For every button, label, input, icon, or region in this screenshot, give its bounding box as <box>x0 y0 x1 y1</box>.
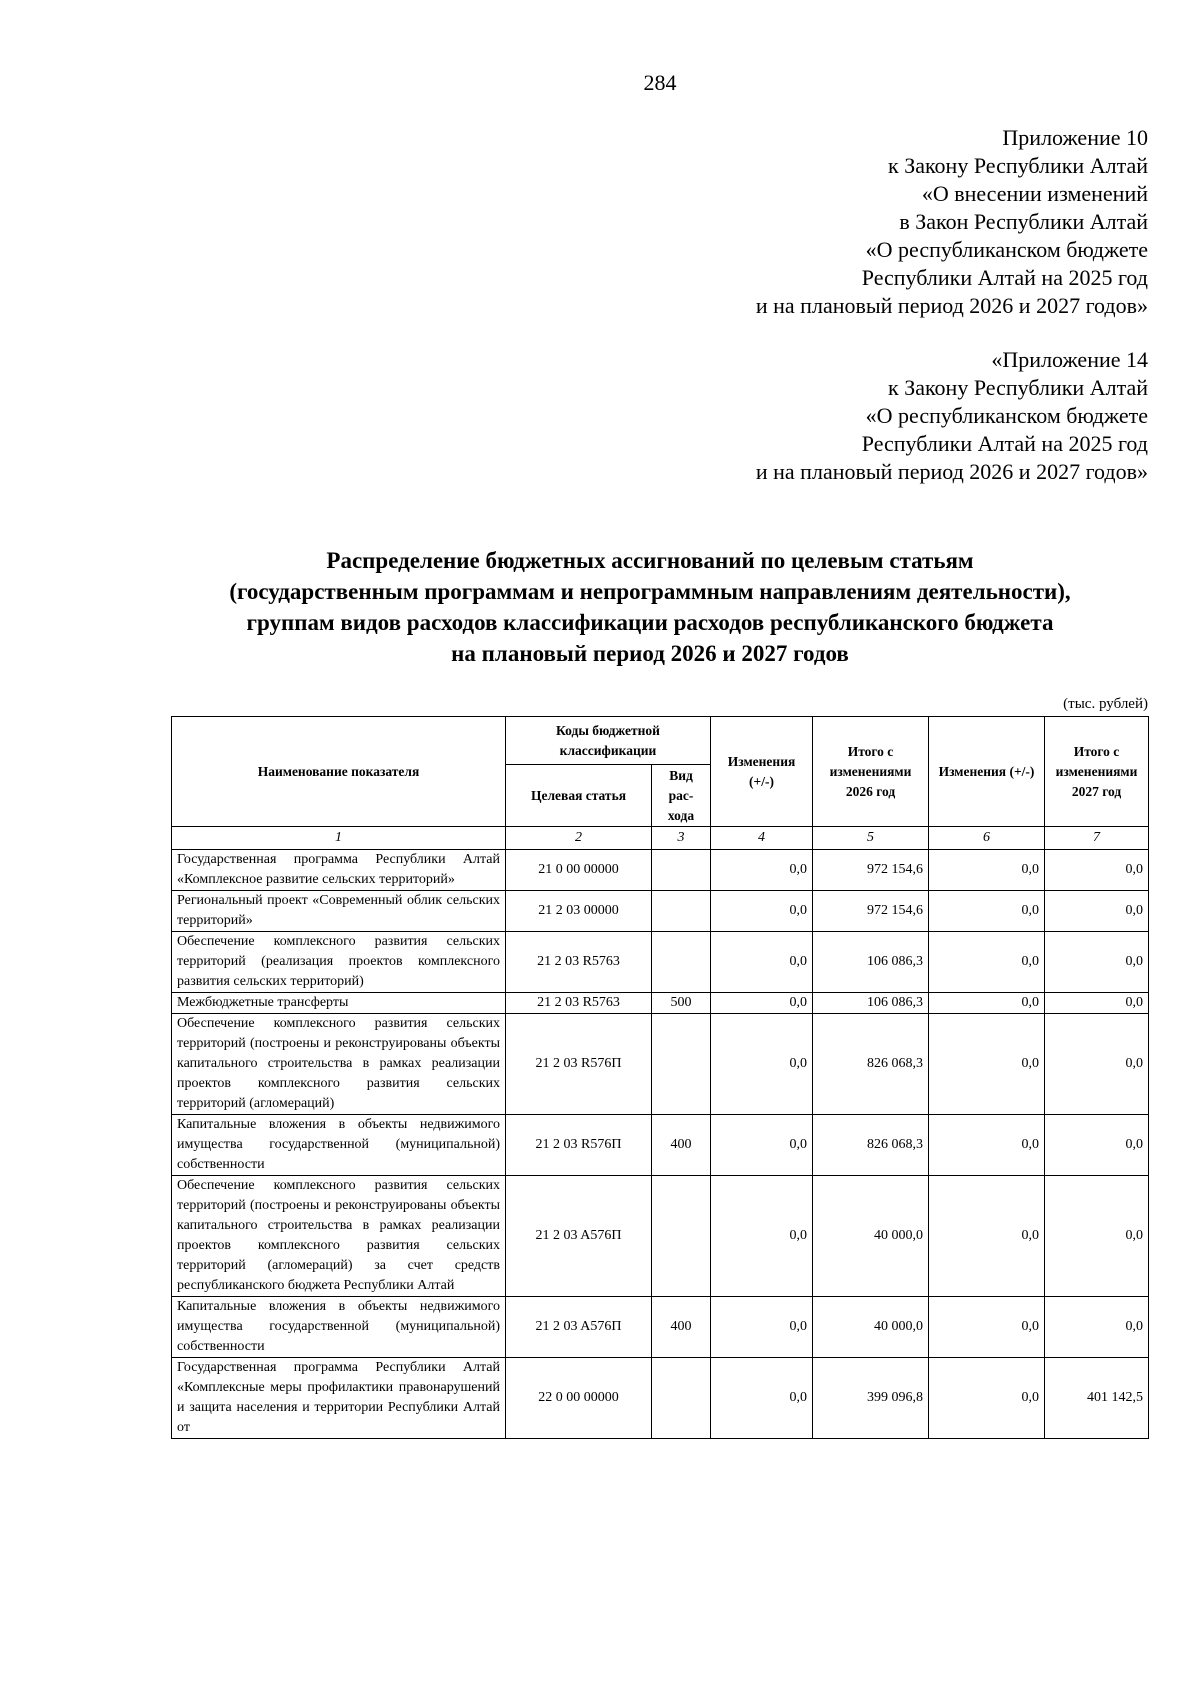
change-2027-cell: 0,0 <box>929 1115 1045 1176</box>
table-row <box>172 993 1149 1014</box>
appendix-line: «О республиканском бюджете <box>865 237 1148 262</box>
column-number: 3 <box>652 827 711 850</box>
title-line: (государственным программам и непрограммным направлениям деятельности), <box>229 579 1071 604</box>
row-name-cell: Обеспечение комплексного развития сельских территорий (реализация проектов комплексного развития сельских территорий) <box>172 932 506 993</box>
change-2027-cell: 0,0 <box>929 1358 1045 1439</box>
header-change-2026: Изменения (+/-) <box>711 717 813 827</box>
expense-type-cell <box>652 932 711 993</box>
title-line: Распределение бюджетных ассигнований по целевым статьям <box>326 548 974 573</box>
appendix-line: «О республиканском бюджете <box>865 403 1148 428</box>
total-2027-cell: 0,0 <box>1045 932 1149 993</box>
appendix-line: к Закону Республики Алтай <box>888 153 1148 178</box>
total-2027-cell: 0,0 <box>1045 1014 1149 1115</box>
appendix-line: в Закон Республики Алтай <box>899 209 1148 234</box>
row-name-cell: Обеспечение комплексного развития сельских территорий (построены и реконструированы объекты капитального строительства в рамках реализации проектов комплексного развития сельских территорий (агломераций) <box>172 1014 506 1115</box>
appendix-line: Республики Алтай на 2025 год <box>861 265 1148 290</box>
change-2026-cell: 0,0 <box>711 1115 813 1176</box>
change-2026-cell: 0,0 <box>711 1358 813 1439</box>
header-change-2027: Изменения (+/-) <box>929 717 1045 827</box>
target-article-cell: 21 2 03 R576П <box>506 1014 652 1115</box>
appendix-14-header <box>756 346 1148 486</box>
total-2026-cell: 106 086,3 <box>813 993 929 1014</box>
row-name-cell: Межбюджетные трансферты <box>172 993 506 1014</box>
row-name-cell: Обеспечение комплексного развития сельских территорий (построены и реконструированы объекты капитального строительства в рамках реализации проектов комплексного развития сельских территорий (агломераций) за счет средств республиканского бюджета Республики Алтай <box>172 1176 506 1297</box>
expense-type-cell <box>652 850 711 891</box>
header-codes: Коды бюджетной классификации <box>506 717 711 765</box>
change-2026-cell: 0,0 <box>711 1014 813 1115</box>
target-article-cell: 21 0 00 00000 <box>506 850 652 891</box>
title-line: группам видов расходов классификации расходов республиканского бюджета <box>246 610 1054 635</box>
total-2027-cell: 0,0 <box>1045 1297 1149 1358</box>
total-2027-cell: 0,0 <box>1045 891 1149 932</box>
change-2027-cell: 0,0 <box>929 1297 1045 1358</box>
total-2027-cell: 0,0 <box>1045 1115 1149 1176</box>
target-article-cell: 21 2 03 R5763 <box>506 932 652 993</box>
row-name-cell: Государственная программа Республики Алтай «Комплексные меры профилактики правонарушений и защита населения и территории Республики Алтай от <box>172 1358 506 1439</box>
column-numbers-row <box>172 827 1149 850</box>
change-2027-cell: 0,0 <box>929 891 1045 932</box>
target-article-cell: 22 0 00 00000 <box>506 1358 652 1439</box>
target-article-cell: 21 2 03 R576П <box>506 1115 652 1176</box>
total-2026-cell: 40 000,0 <box>813 1297 929 1358</box>
expense-type-cell <box>652 891 711 932</box>
appendix-line: «О внесении изменений <box>921 181 1148 206</box>
row-name-cell: Региональный проект «Современный облик сельских территорий» <box>172 891 506 932</box>
target-article-cell: 21 2 03 A576П <box>506 1176 652 1297</box>
page-number: 284 <box>643 70 677 95</box>
total-2027-cell: 0,0 <box>1045 1176 1149 1297</box>
expense-type-cell: 500 <box>652 993 711 1014</box>
header-name: Наименование показателя <box>172 717 506 827</box>
header-total-2027: Итого с изменениями 2027 год <box>1045 717 1149 827</box>
change-2026-cell: 0,0 <box>711 993 813 1014</box>
change-2026-cell: 0,0 <box>711 1297 813 1358</box>
appendix-line: и на плановый период 2026 и 2027 годов» <box>755 293 1148 318</box>
change-2027-cell: 0,0 <box>929 932 1045 993</box>
row-name-cell: Капитальные вложения в объекты недвижимого имущества государственной (муниципальной) собственности <box>172 1297 506 1358</box>
column-number: 5 <box>813 827 929 850</box>
expense-type-cell <box>652 1014 711 1115</box>
table-row <box>172 1358 1149 1439</box>
change-2027-cell: 0,0 <box>929 850 1045 891</box>
total-2026-cell: 826 068,3 <box>813 1014 929 1115</box>
change-2026-cell: 0,0 <box>711 932 813 993</box>
expense-type-cell <box>652 1358 711 1439</box>
total-2027-cell: 401 142,5 <box>1045 1358 1149 1439</box>
column-number: 4 <box>711 827 813 850</box>
appendix-line: к Закону Республики Алтай <box>888 375 1148 400</box>
total-2026-cell: 972 154,6 <box>813 850 929 891</box>
appendix-line: Приложение 10 <box>1002 125 1148 150</box>
table-row <box>172 1176 1149 1297</box>
budget-table <box>171 716 1149 1439</box>
column-number: 1 <box>172 827 506 850</box>
column-number: 6 <box>929 827 1045 850</box>
header-total-2026: Итого с изменениями 2026 год <box>813 717 929 827</box>
table-row <box>172 1297 1149 1358</box>
total-2026-cell: 40 000,0 <box>813 1176 929 1297</box>
row-name-cell: Государственная программа Республики Алтай «Комплексное развитие сельских территорий» <box>172 850 506 891</box>
expense-type-cell: 400 <box>652 1297 711 1358</box>
total-2026-cell: 106 086,3 <box>813 932 929 993</box>
change-2027-cell: 0,0 <box>929 1176 1045 1297</box>
appendix-line: Республики Алтай на 2025 год <box>861 431 1148 456</box>
appendix-10-header <box>756 124 1148 320</box>
change-2027-cell: 0,0 <box>929 993 1045 1014</box>
target-article-cell: 21 2 03 A576П <box>506 1297 652 1358</box>
header-expense-type: Вид рас-хода <box>652 765 711 827</box>
column-number: 2 <box>506 827 652 850</box>
document-title <box>150 545 1150 669</box>
column-number: 7 <box>1045 827 1149 850</box>
target-article-cell: 21 2 03 00000 <box>506 891 652 932</box>
total-2027-cell: 0,0 <box>1045 850 1149 891</box>
total-2026-cell: 972 154,6 <box>813 891 929 932</box>
row-name-cell: Капитальные вложения в объекты недвижимого имущества государственной (муниципальной) собственности <box>172 1115 506 1176</box>
change-2026-cell: 0,0 <box>711 891 813 932</box>
table-row <box>172 1014 1149 1115</box>
expense-type-cell: 400 <box>652 1115 711 1176</box>
target-article-cell: 21 2 03 R5763 <box>506 993 652 1014</box>
units-label: (тыс. рублей) <box>1063 696 1148 712</box>
change-2027-cell: 0,0 <box>929 1014 1045 1115</box>
appendix-line: «Приложение 14 <box>991 347 1148 372</box>
change-2026-cell: 0,0 <box>711 1176 813 1297</box>
title-line: на плановый период 2026 и 2027 годов <box>451 641 849 666</box>
expense-type-cell <box>652 1176 711 1297</box>
header-target-article: Целевая статья <box>506 765 652 827</box>
appendix-line: и на плановый период 2026 и 2027 годов» <box>755 459 1148 484</box>
total-2027-cell: 0,0 <box>1045 993 1149 1014</box>
change-2026-cell: 0,0 <box>711 850 813 891</box>
table-row <box>172 891 1149 932</box>
table-row <box>172 932 1149 993</box>
table-row <box>172 1115 1149 1176</box>
total-2026-cell: 826 068,3 <box>813 1115 929 1176</box>
total-2026-cell: 399 096,8 <box>813 1358 929 1439</box>
table-row <box>172 850 1149 891</box>
